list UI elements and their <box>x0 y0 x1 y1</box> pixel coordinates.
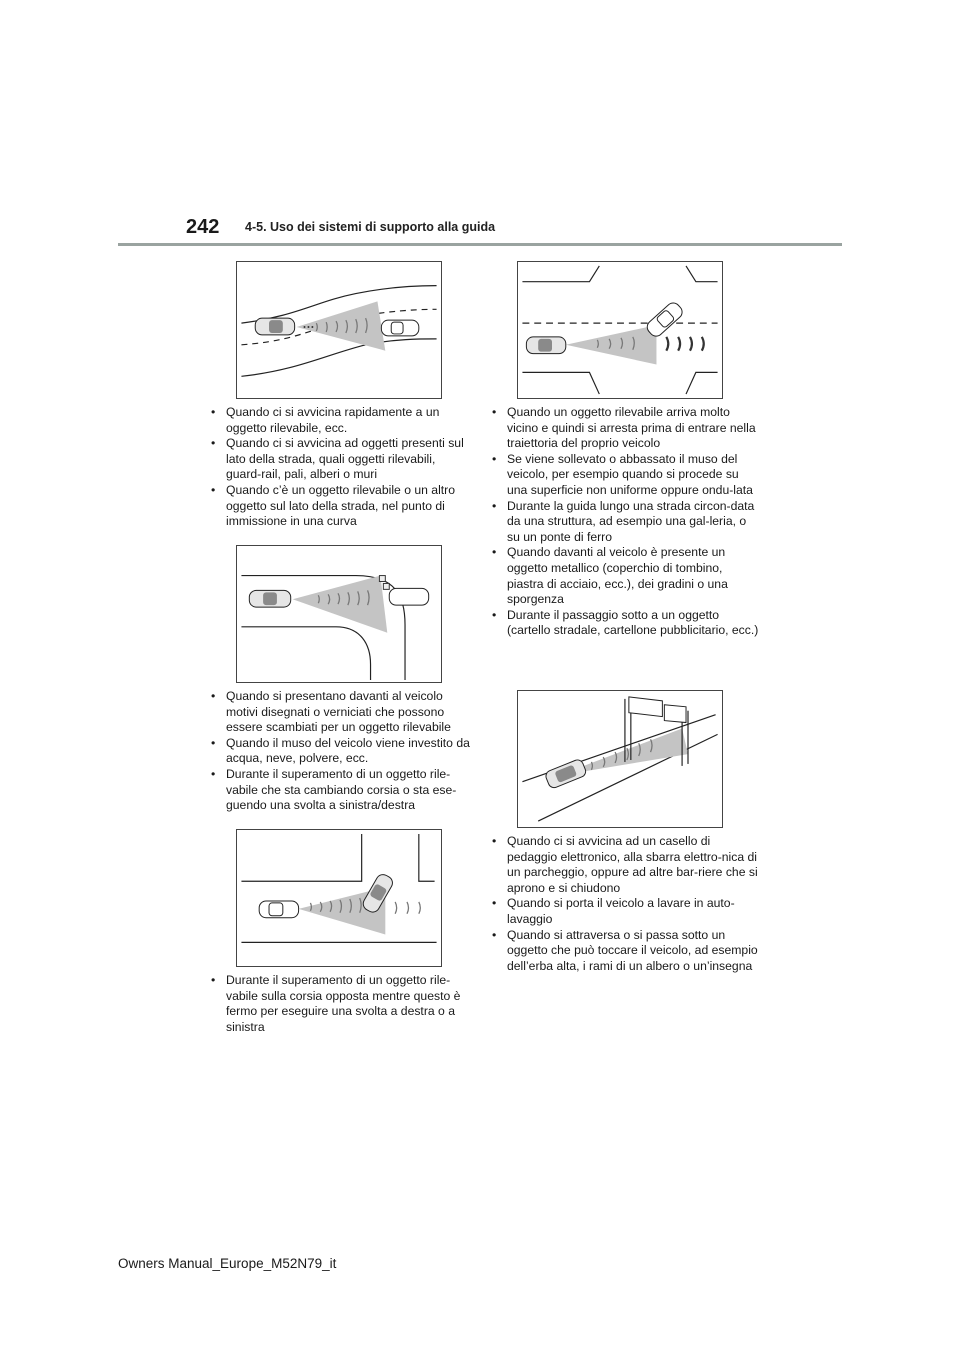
illustration-curve-entry <box>236 545 442 683</box>
bullet-list-left-1 <box>210 405 472 530</box>
bullet-list-right-1 <box>491 405 759 639</box>
page-number: 242 <box>186 216 220 238</box>
section-title: 4-5. Uso dei sistemi di supporto alla guida <box>245 220 496 234</box>
list-item: • Quando ci si avvicina ad oggetti presenti sul lato della strada, quali oggetti rilevabili, guard-rail, pali, alberi o muri <box>210 436 472 483</box>
illustration-oncoming-turn <box>236 829 442 967</box>
list-item: • Durante il passaggio sotto a un oggetto (cartello stradale, cartellone pubblicitario, ecc.) <box>491 608 759 639</box>
list-item: • Quando davanti al veicolo è presente un oggetto metallico (coperchio di tombino, piastra di acciaio, ecc.), dei gradini o una sporgenza <box>491 545 759 607</box>
list-item: • Se viene sollevato o abbassato il muso del veicolo, per esempio quando si procede su una superficie non uniforme oppure ondu-lata <box>491 452 759 499</box>
list-item: • Quando si attraversa o si passa sotto un oggetto che può toccare il veicolo, ad esempio dell’erba alta, i rami di un albero o un’insegna <box>491 928 759 975</box>
list-item: • Quando si porta il veicolo a lavare in auto-lavaggio <box>491 896 759 927</box>
list-item: • Durante il superamento di un oggetto rile-vabile che sta cambiando corsia o sta ese-guendo una svolta a sinistra/destra <box>210 767 472 814</box>
list-item: • Quando ci si avvicina rapidamente a un oggetto rilevabile, ecc. <box>210 405 472 436</box>
manual-id-footer: Owners Manual_Europe_M52N79_it <box>118 1256 337 1271</box>
list-item: • Quando si presentano davanti al veicolo motivi disegnati o verniciati che possono essere scambiati per un oggetto rilevabile <box>210 689 472 736</box>
illustration-crossing-vehicle <box>517 261 723 399</box>
list-item: • Durante la guida lungo una strada circon-data da una struttura, ad esempio una gal-leria, o su un ponte di ferro <box>491 499 759 546</box>
list-item: • Quando il muso del veicolo viene investito da acqua, neve, polvere, ecc. <box>210 736 472 767</box>
header-divider <box>118 243 842 246</box>
list-item: • Durante il superamento di un oggetto rile-vabile sulla corsia opposta mentre questo è fermo per eseguire una svolta a destra o a sinistra <box>210 973 472 1035</box>
bullet-list-left-3 <box>210 973 472 1035</box>
illustration-curved-road <box>236 261 442 399</box>
bullet-list-right-2 <box>491 834 759 974</box>
list-item: • Quando un oggetto rilevabile arriva molto vicino e quindi si arresta prima di entrare nella traiettoria del proprio veicolo <box>491 405 759 452</box>
bullet-list-left-2 <box>210 689 472 814</box>
illustration-overhead-sign <box>517 690 723 828</box>
list-item: • Quando c’è un oggetto rilevabile o un altro oggetto sul lato della strada, nel punto di immissione in una curva <box>210 483 472 530</box>
list-item: • Quando ci si avvicina ad un casello di pedaggio elettronico, alla sbarra elettro-nica di un parcheggio, oppure ad altre bar-riere che si aprono e si chiudono <box>491 834 759 896</box>
